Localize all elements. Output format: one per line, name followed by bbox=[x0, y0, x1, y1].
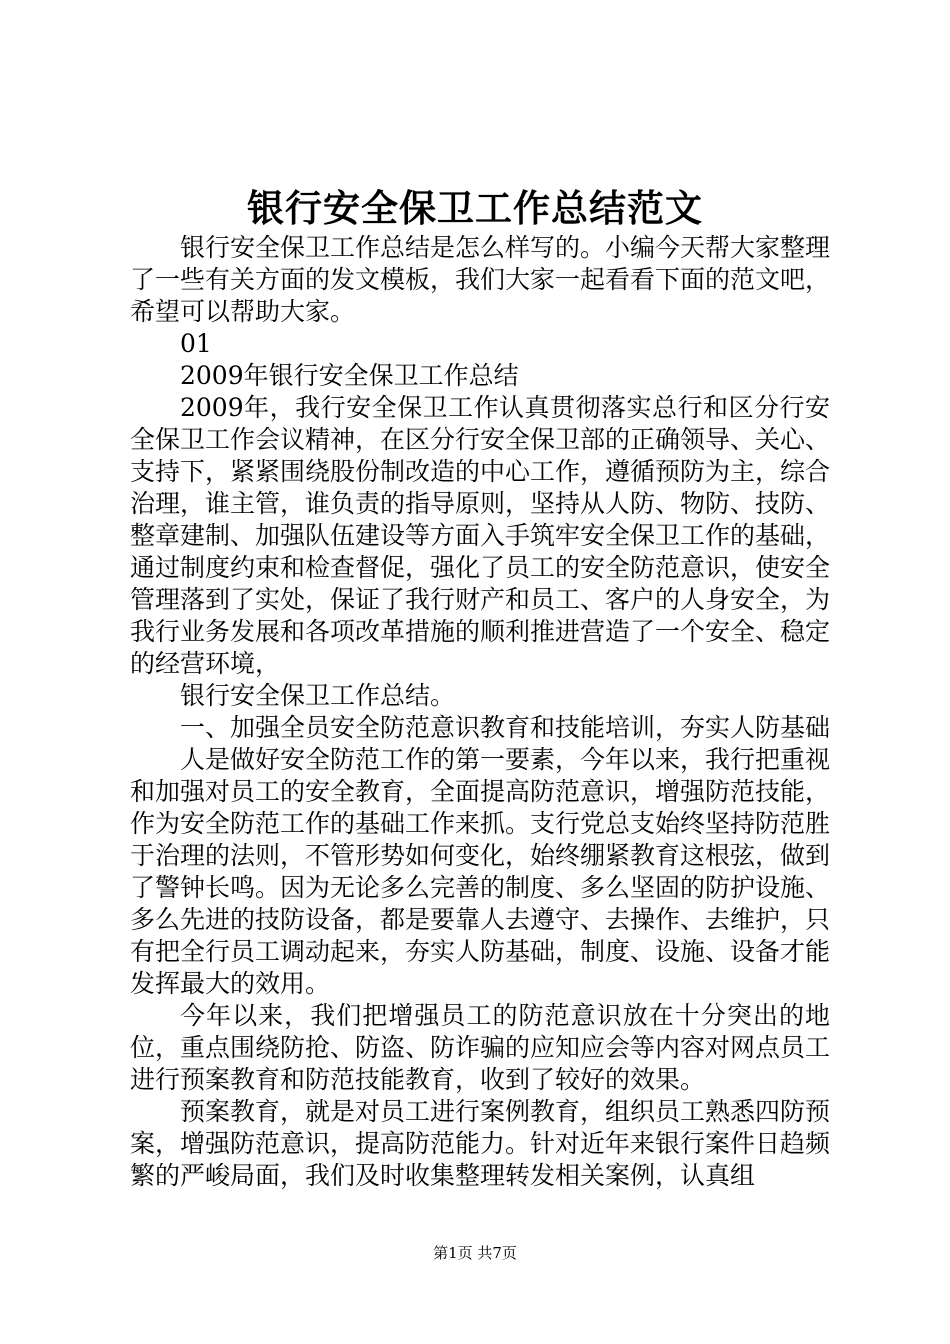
paragraph: 2009年，我行安全保卫工作认真贯彻落实总行和区分行安全保卫工作会议精神，在区分行安全保卫部的正确领导、关心、支持下，紧紧围绕股份制改造的中心工作，遵循预防为主，综合治理，谁主管，谁负责的指导原则，坚持从人防、物防、技防、整章建制、加强队伍建设等方面入手筑牢安全保卫工作的基础，通过制度约束和检查督促，强化了员工的安全防范意识，使安全管理落到了实处，保证了我行财产和员工、客户的人身安全，为我行业务发展和各项改革措施的顺利推进营造了一个安全、稳定的经营环境， bbox=[130, 393, 831, 678]
paragraph: 今年以来，我们把增强员工的防范意识放在十分突出的地位，重点围绕防抢、防盗、防诈骗的应知应会等内容对网点员工进行预案教育和防范技能教育，收到了较好的效果。 bbox=[130, 1001, 831, 1094]
page-number-footer: 第1页 共7页 bbox=[433, 1244, 517, 1262]
subsection-heading: 一、加强全员安全防范意识教育和技能培训，夯实人防基础 bbox=[180, 713, 831, 742]
paragraph-intro: 银行安全保卫工作总结是怎么样写的。小编今天帮大家整理了一些有关方面的发文模板，我们大家一起看看下面的范文吧，希望可以帮助大家。 bbox=[130, 233, 831, 326]
document-body bbox=[130, 232, 830, 1192]
document-title: 银行安全保卫工作总结范文 bbox=[247, 186, 703, 230]
paragraph: 银行安全保卫工作总结。 bbox=[180, 681, 456, 710]
paragraph: 预案教育，就是对员工进行案例教育，组织员工熟悉四防预案，增强防范意识，提高防范能力。针对近年来银行案件日趋频繁的严峻局面，我们及时收集整理转发相关案例，认真组 bbox=[130, 1097, 831, 1190]
section-heading: 2009年银行安全保卫工作总结 bbox=[180, 361, 519, 390]
section-number: 01 bbox=[180, 329, 212, 358]
paragraph: 人是做好安全防范工作的第一要素，今年以来，我行把重视和加强对员工的安全教育，全面提高防范意识，增强防范技能，作为安全防范工作的基础工作来抓。支行党总支始终坚持防范胜于治理的法则，不管形势如何变化，始终绷紧教育这根弦，做到了警钟长鸣。因为无论多么完善的制度、多么坚固的防护设施、多么先进的技防设备，都是要靠人去遵守、去操作、去维护，只有把全行员工调动起来，夯实人防基础，制度、设施、设备才能发挥最大的效用。 bbox=[130, 745, 831, 998]
